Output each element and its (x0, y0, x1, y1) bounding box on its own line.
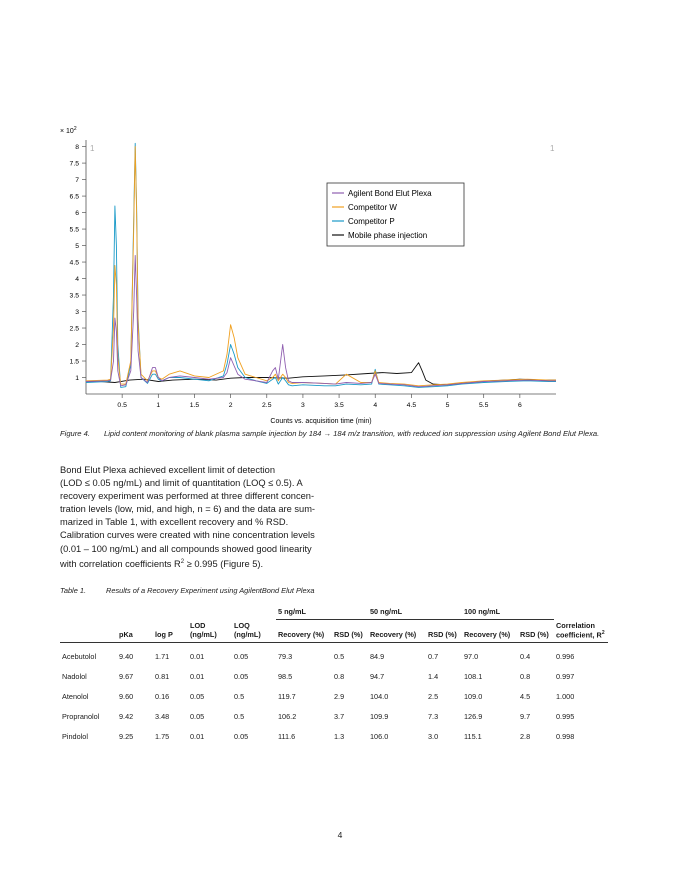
col-header-recovery: Recovery (%) (276, 620, 332, 643)
table-cell: 1.75 (155, 732, 170, 742)
y-tick-label: 3.5 (69, 292, 79, 300)
table-cell: 9.60 (119, 692, 134, 702)
table-cell: 9.25 (119, 732, 134, 742)
x-tick-label: 4 (373, 402, 378, 409)
compound-name-cell: Propranolol (62, 712, 100, 722)
table-cell: 0.5 (234, 692, 245, 702)
group-header-100ng: 100 ng/mL (462, 606, 554, 620)
table-cell: 126.9 (464, 712, 483, 722)
table-cell: 104.0 (370, 692, 389, 702)
y-tick-label: 6 (75, 210, 79, 218)
table-cell: 0.05 (190, 692, 205, 702)
table-cell: 0.01 (190, 652, 205, 662)
table-cell: 1.4 (428, 672, 439, 682)
y-tick-label: 8 (75, 144, 79, 152)
legend-entry: Agilent Bond Elut Plexa (348, 188, 432, 198)
table-cell: 0.05 (234, 732, 249, 742)
table-cell: 97.0 (464, 652, 479, 662)
table-cell: 9.67 (119, 672, 134, 682)
table-cell: 0.01 (190, 672, 205, 682)
y-tick-label: 7.5 (69, 160, 79, 168)
table-row (60, 687, 608, 707)
figure-caption-text: Lipid content monitoring of blank plasma sample injection by 184 → 184 m/z transition, with reduced ion suppression using Agilent Bond Elut Plexa. (103, 429, 600, 438)
x-tick-label: 3 (301, 402, 305, 409)
y-tick-label: 6.5 (69, 193, 79, 201)
x-tick-label: 2.5 (262, 402, 272, 409)
col-header-compound (60, 620, 117, 643)
table-cell: 2.9 (334, 692, 345, 702)
compound-name-cell: Acebutolol (62, 652, 97, 662)
compound-name-cell: Nadolol (62, 672, 87, 682)
y-multiplier-label: × $10^2$ (60, 126, 77, 135)
x-tick-label: 0.5 (117, 402, 127, 409)
series-lines (86, 143, 556, 387)
x-axis-label: Counts vs. acquisition time (min) (270, 418, 372, 425)
body-line: (LOD ≤ 0.05 ng/mL) and limit of quantitation (LOQ ≤ 0.5). A (60, 478, 303, 489)
x-tick-label: 3.5 (334, 402, 344, 409)
legend-entry: Competitor W (348, 202, 397, 212)
body-line: with correlation coefficients $R^2 \ge 0.995$ (Figure 5). (60, 558, 264, 569)
table-cell: 108.1 (464, 672, 483, 682)
group-header-50ng: 50 ng/mL (368, 606, 462, 620)
x-tick-label: 5 (445, 402, 450, 409)
recovery-results-table (60, 606, 608, 747)
table-row (60, 727, 608, 747)
x-axis-ticks (117, 394, 522, 409)
legend-entry: Mobile phase injection (348, 230, 428, 240)
col-header-correlation: Correlation coefficient, $R^2$ (554, 620, 608, 643)
body-line: recovery experiment was performed at three different concen- (60, 491, 315, 502)
table-row (60, 667, 608, 687)
table-cell: 0.01 (190, 732, 205, 742)
corner-label-left: 1 (90, 144, 95, 153)
y-axis-ticks (70, 144, 86, 382)
table-cell: 0.16 (155, 692, 170, 702)
x-tick-label: 1 (156, 402, 161, 409)
table-cell: 1.000 (556, 692, 575, 702)
table-cell: 109.0 (464, 692, 483, 702)
table-caption (60, 586, 314, 595)
table-cell: 106.0 (370, 732, 389, 742)
table-cell: 0.05 (234, 672, 249, 682)
table-cell: 0.5 (234, 712, 245, 722)
table-cell: 0.998 (556, 732, 575, 742)
col-header-recovery: Recovery (%) (368, 620, 426, 643)
col-header-rsd: RSD (%) (426, 620, 462, 643)
table-cell: 2.8 (520, 732, 531, 742)
table-cell: 2.5 (428, 692, 439, 702)
body-line: (0.01 – 100 ng/mL) and all compounds showed good linearity (60, 543, 312, 554)
table-cell: 0.8 (520, 672, 531, 682)
y-tick-label: 2.5 (69, 325, 79, 333)
col-header-rsd: RSD (%) (332, 620, 368, 643)
y-tick-label: 7 (75, 177, 79, 185)
group-header-5ng: 5 ng/mL (276, 606, 368, 620)
table-cell: 111.6 (278, 732, 296, 742)
table-row (60, 642, 608, 667)
table-cell: 0.8 (334, 672, 345, 682)
col-header-lod: LOD (ng/mL) (188, 620, 232, 643)
table-cell: 0.996 (556, 652, 575, 662)
table-cell: 0.05 (190, 712, 205, 722)
legend-entry: Competitor P (348, 216, 395, 226)
table-cell: 84.9 (370, 652, 385, 662)
col-header-logp: log P (153, 620, 188, 643)
body-line: marized in Table 1, with excellent recovery and % RSD. (60, 517, 289, 528)
table-cell: 7.3 (428, 712, 439, 722)
table-row (60, 707, 608, 727)
y-tick-label: 1 (75, 375, 79, 383)
x-tick-label: 6 (517, 402, 522, 409)
x-tick-label: 1.5 (189, 402, 200, 409)
y-tick-label: 5 (75, 243, 79, 251)
chromatogram-chart (40, 120, 570, 430)
y-tick-label: 4.5 (69, 259, 79, 267)
col-header-rsd: RSD (%) (518, 620, 554, 643)
table-cell: 0.05 (234, 652, 249, 662)
table-cell: 9.40 (119, 652, 134, 662)
table-cell: 98.5 (278, 672, 293, 682)
table-cell: 3.7 (334, 712, 345, 722)
body-line: Calibration curves were created with nine concentration levels (60, 530, 315, 541)
table-cell: 0.81 (155, 672, 170, 682)
compound-name-cell: Pindolol (62, 732, 88, 742)
table-cell: 94.7 (370, 672, 385, 682)
y-tick-label: 1.5 (69, 358, 79, 366)
table-cell: 9.7 (520, 712, 531, 722)
col-header-loq: LOQ (ng/mL) (232, 620, 276, 643)
compound-name-cell: Atenolol (62, 692, 89, 702)
table-cell: 0.995 (556, 712, 575, 722)
series-line (86, 147, 556, 386)
table-cell: 4.5 (520, 692, 531, 702)
table-cell: 0.4 (520, 652, 531, 662)
table-cell: 0.5 (334, 652, 345, 662)
table-cell: 0.997 (556, 672, 575, 682)
chart-legend (327, 183, 464, 246)
corner-label-right: 1 (550, 144, 555, 153)
x-tick-label: 2 (228, 402, 233, 409)
x-tick-label: 4.5 (406, 402, 417, 409)
table-caption-text: Results of a Recovery Experiment using AgilentBond Elut Plexa (106, 586, 315, 595)
table-cell: 106.2 (278, 712, 297, 722)
y-tick-label: 2 (75, 342, 79, 350)
y-tick-label: 4 (75, 276, 79, 284)
table-cell: 0.7 (428, 652, 439, 662)
table-cell: 1.3 (334, 732, 345, 742)
table-cell: 3.0 (428, 732, 439, 742)
col-header-pka: pKa (117, 620, 153, 643)
figure-caption (60, 429, 660, 438)
y-tick-label: 5.5 (69, 226, 79, 234)
table-cell: 115.1 (464, 732, 482, 742)
table-cell: 119.7 (278, 692, 296, 702)
body-paragraph (60, 464, 335, 571)
figure-label: Figure 4. (60, 429, 90, 438)
body-line: tration levels (low, mid, and high, n = 6) and the data are sum- (60, 504, 316, 515)
table-cell: 79.3 (278, 652, 293, 662)
page-number: 4 (337, 830, 343, 840)
y-tick-label: 3 (75, 309, 79, 317)
table-cell: 9.42 (119, 712, 134, 722)
table-cell: 3.48 (155, 712, 170, 722)
body-line: Bond Elut Plexa achieved excellent limit of detection (60, 465, 275, 475)
table-cell: 109.9 (370, 712, 389, 722)
table-label: Table 1. (60, 586, 87, 595)
table-cell: 1.71 (155, 652, 170, 662)
col-header-recovery: Recovery (%) (462, 620, 518, 643)
series-line (86, 143, 556, 387)
x-tick-label: 5.5 (478, 402, 489, 409)
series-line (86, 256, 556, 387)
